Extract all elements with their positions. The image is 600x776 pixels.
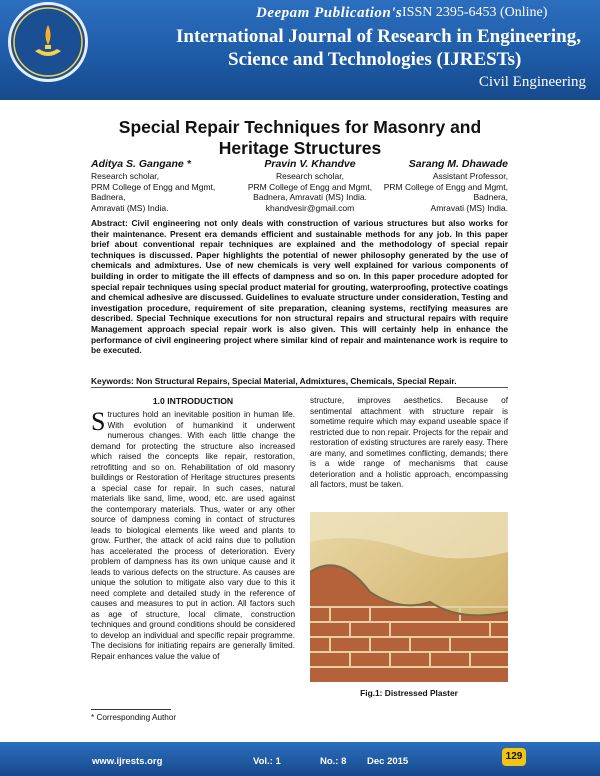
author-affil: Badnera, <box>91 192 126 203</box>
figure-caption: Fig.1: Distressed Plaster <box>360 688 458 698</box>
author-affil: PRM College of Engg and Mgmt, <box>91 181 216 192</box>
drop-cap: S <box>91 407 106 436</box>
author-name: Sarang M. Dhawade <box>408 158 508 170</box>
author-1 <box>91 159 251 214</box>
volume: Vol.: 1 <box>253 756 281 767</box>
author-affil: Badnera, <box>473 192 508 203</box>
author-affil: Amravati (MS) India. <box>91 203 169 214</box>
author-2 <box>230 159 390 214</box>
author-affil: PRM College of Engg and Mgmt, <box>383 181 508 192</box>
issue-number: No.: 8 <box>320 756 347 767</box>
issn: ISSN 2395-6453 (Online) <box>402 5 548 20</box>
title-line1: Special Repair Techniques for Masonry and <box>118 117 482 137</box>
website-link[interactable]: www.ijrests.org <box>92 756 163 767</box>
distressed-plaster-figure <box>310 512 508 682</box>
divider <box>91 387 508 388</box>
paper-title <box>0 117 600 159</box>
author-affil: PRM College of Engg and Mgmt, <box>247 181 373 192</box>
keywords: Keywords: Non Structural Repairs, Special Material, Admixtures, Chemicals, Special Repair. <box>91 376 457 386</box>
author-affil: Research scholar, <box>91 170 160 181</box>
publisher-name: Deepam Publication's <box>256 5 403 21</box>
intro-text-left: tructures hold an inevitable position in human life. With evolution of humankind it underwent numerous changes. With each little change the demand for protecting the structure also increased which raised the concepts like repair, restoration, retrofitting and so on. Rehabilitation of old masonry buildings or Restoration of Heritage structures presents a special case for repair. In such cases, natural materials like sand, lime, wood, etc. are used against the contemporary materials. Thus, water or any other source of dampness coming in contact of structures leads to biological elements like weed and plants to grow. Further, the attack of acid rains due to pollution has accelerated the process of deterioration. Every problem of dampness has its own unique cause and it leads to various defects on the structure. As causes are unique the solution to mitigate also vary due to this it need complete and detailed study in the reference of causes and measures to put in action. All factors such as age of structure, local climate, construction techniques and ground conditions should be considered to develop an individual and specific repair programme. The decisions for initiating repairs are generally limited. Repair enhances value the value of <box>91 410 295 661</box>
issue-date: Dec 2015 <box>367 756 409 767</box>
intro-text-right: structure, improves aesthetics. Because of sentimental attachment with structure repair is sometime require which may expand useable space if restricted due to non repair. Projects for the repair and restoration of existing structures are rarely easy. There are many, and sometimes conflicting, demands; there is a wide range of mechanisms that cause deterioration and a holistic approach, encompassing all factors, must be taken. <box>310 396 508 489</box>
title-line2: Heritage Structures <box>218 138 382 158</box>
author-email: khandvesir@gmail.com <box>265 203 355 214</box>
author-affil: Amravati (MS) India. <box>430 203 508 214</box>
author-affil: Assistant Professor, <box>432 170 508 181</box>
author-name: Pravin V. Khandve <box>264 158 356 170</box>
section-heading: 1.0 INTRODUCTION <box>152 396 234 406</box>
journal-header <box>0 0 600 100</box>
publisher-logo <box>8 2 88 82</box>
author-name: Aditya S. Gangane * <box>91 158 191 170</box>
page-number-badge: 129 <box>502 748 526 766</box>
footnote: * Corresponding Author <box>91 713 177 722</box>
journal-title-line2: Science and Technologies (IJRESTs) <box>228 49 522 70</box>
footnote-rule <box>91 709 171 710</box>
department: Civil Engineering <box>478 74 586 90</box>
author-affil: Research scholar, <box>275 170 345 181</box>
author-affil: Badnera, Amravati (MS) India. <box>253 192 367 203</box>
author-3 <box>370 159 508 214</box>
journal-title-line1: International Journal of Research in Engineering, <box>176 26 581 47</box>
intro-left-column <box>91 407 295 662</box>
abstract: Abstract: Civil engineering not only deals with construction of various structures but also works for their maintenance. Present era demands efficient and sustainable methods for any job. In this paper brief about conventional repair techniques are explained and the methodology of special repair techniques is discussed. Paper highlights the potential of newer philosophy generated by the use of chemicals and admixtures. Use of new chemicals is very well explained for various components of building in order to mitigate the ill effects of dampness and so on. In this paper procedure adopted for special repair techniques using special product material for grouting, waterproofing, protective coatings and chemical adhesive are discussed. Guidelines to evaluate structure under consideration, Testing and investigation procedure, requirement of site preparation, cleaning systems, rectifying measures are described. Special Technique executions for non structural repairs and structural repairs with require Management approach special repair work is also given. This will certainly help in enhance the performance of civil engineering project where similar kind of repair and maintenance work is require to be executed. <box>91 218 508 356</box>
